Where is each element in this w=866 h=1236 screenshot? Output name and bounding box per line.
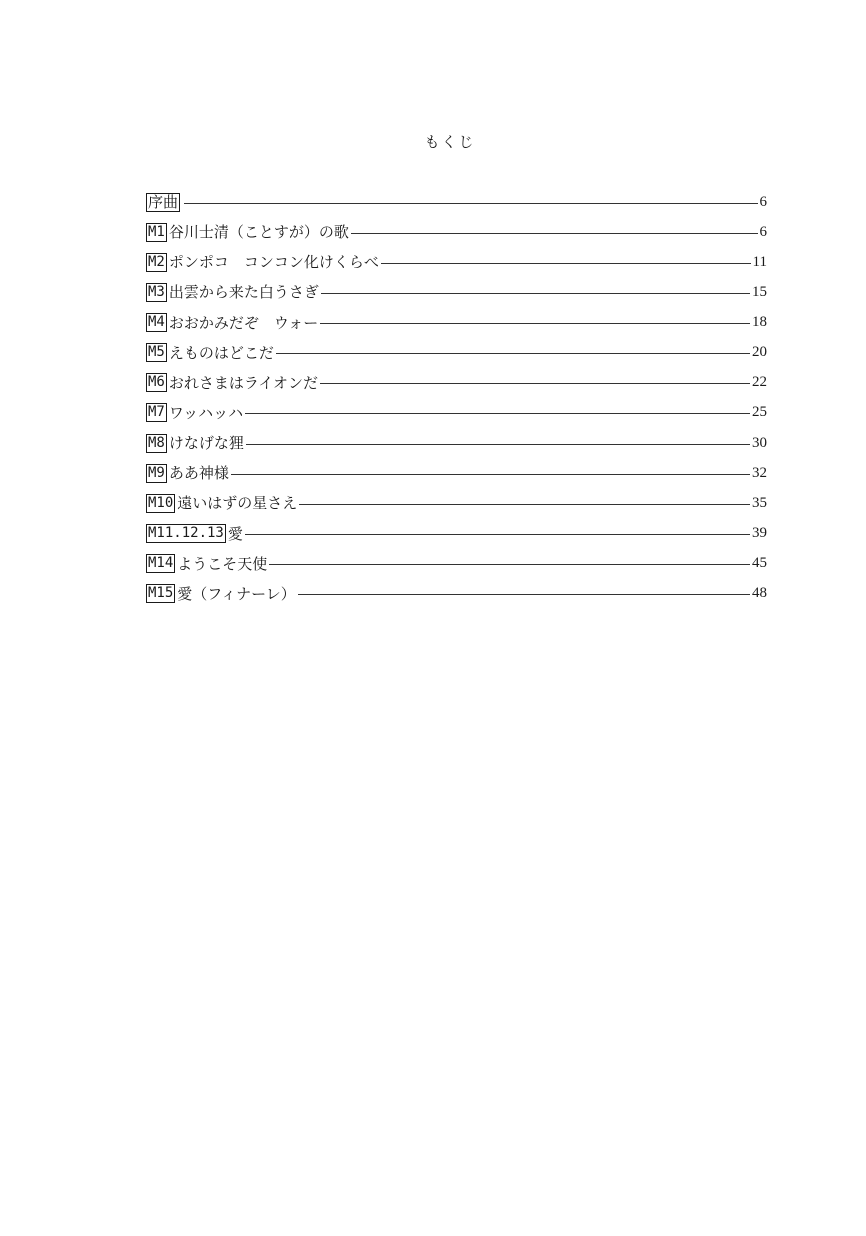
toc-entry-label: 出雲から来た白うさぎ bbox=[168, 283, 319, 302]
toc-entry-label: 愛 bbox=[227, 524, 243, 543]
toc-entry-label: 愛（フィナーレ） bbox=[177, 584, 296, 603]
toc-entry-page: 30 bbox=[752, 434, 767, 451]
toc-entry-page: 35 bbox=[752, 494, 767, 511]
toc-entry-code: M14 bbox=[148, 555, 174, 572]
table-of-contents bbox=[146, 192, 767, 614]
toc-entry-code: M1 bbox=[148, 223, 165, 240]
toc-entry bbox=[146, 313, 767, 333]
toc-entry bbox=[146, 403, 767, 423]
toc-entry bbox=[146, 282, 767, 302]
toc-entry-code: M7 bbox=[148, 404, 165, 421]
toc-leader-line bbox=[245, 413, 750, 414]
toc-entry-label: 谷川士清（ことすが）の歌 bbox=[168, 223, 349, 242]
toc-entry-code: M9 bbox=[148, 464, 165, 481]
toc-entry-label: おおかみだぞ ウォー bbox=[168, 313, 319, 332]
toc-entry-page: 11 bbox=[752, 253, 767, 270]
toc-entry-page: 48 bbox=[752, 585, 767, 602]
toc-entry-code: M11.12.13 bbox=[148, 525, 224, 542]
toc-entry-code: M2 bbox=[148, 253, 165, 270]
toc-entry-page: 18 bbox=[752, 314, 767, 331]
toc-entry bbox=[146, 524, 767, 544]
toc-entry-label: ああ神様 bbox=[168, 464, 229, 483]
toc-leader-line bbox=[351, 233, 758, 234]
toc-entry-page: 39 bbox=[752, 525, 767, 542]
toc-leader-line bbox=[321, 293, 750, 294]
toc-entry bbox=[146, 493, 767, 513]
toc-entry-code: M15 bbox=[148, 585, 174, 602]
toc-entry bbox=[146, 192, 767, 212]
toc-entry-page: 22 bbox=[752, 374, 767, 391]
toc-entry-page: 32 bbox=[752, 464, 767, 481]
toc-entry bbox=[146, 554, 767, 574]
toc-leader-line bbox=[299, 504, 750, 505]
toc-entry-code: M4 bbox=[148, 314, 165, 331]
toc-entry-page: 25 bbox=[752, 404, 767, 421]
toc-entry-label: ようこそ天使 bbox=[177, 554, 268, 573]
toc-entry bbox=[146, 252, 767, 272]
toc-entry-label: ポンポコ コンコン化けくらべ bbox=[168, 253, 379, 272]
toc-entry bbox=[146, 433, 767, 453]
toc-entry bbox=[146, 463, 767, 483]
toc-leader-line bbox=[320, 323, 750, 324]
toc-entry-label: けなげな狸 bbox=[168, 434, 244, 453]
toc-entry-page: 6 bbox=[759, 193, 767, 210]
toc-entry bbox=[146, 222, 767, 242]
toc-entry-page: 15 bbox=[752, 283, 767, 300]
toc-entry-label: 遠いはずの星さえ bbox=[177, 494, 298, 513]
toc-entry bbox=[146, 343, 767, 363]
page-title: もくじ bbox=[424, 133, 476, 151]
toc-entry bbox=[146, 584, 767, 604]
toc-entry-page: 20 bbox=[752, 344, 767, 361]
toc-entry bbox=[146, 373, 767, 393]
toc-leader-line bbox=[269, 564, 750, 565]
toc-entry-code: M6 bbox=[148, 374, 165, 391]
toc-entry-label: おれさまはライオンだ bbox=[168, 373, 318, 392]
toc-leader-line bbox=[245, 534, 750, 535]
toc-entry-code: 序曲 bbox=[148, 192, 179, 211]
toc-entry-code: M5 bbox=[148, 344, 165, 361]
toc-leader-line bbox=[381, 263, 751, 264]
toc-leader-line bbox=[246, 444, 750, 445]
toc-entry-label: えものはどこだ bbox=[168, 343, 274, 362]
toc-entry-label: ワッハッハ bbox=[168, 403, 244, 422]
toc-leader-line bbox=[184, 203, 757, 204]
toc-entry-page: 6 bbox=[759, 223, 767, 240]
toc-leader-line bbox=[276, 353, 750, 354]
toc-leader-line bbox=[231, 474, 750, 475]
toc-entry-page: 45 bbox=[752, 555, 767, 572]
toc-entry-code: M10 bbox=[148, 494, 174, 511]
toc-leader-line bbox=[298, 594, 750, 595]
toc-entry-code: M8 bbox=[148, 434, 165, 451]
toc-leader-line bbox=[320, 383, 750, 384]
toc-entry-code: M3 bbox=[148, 283, 165, 300]
